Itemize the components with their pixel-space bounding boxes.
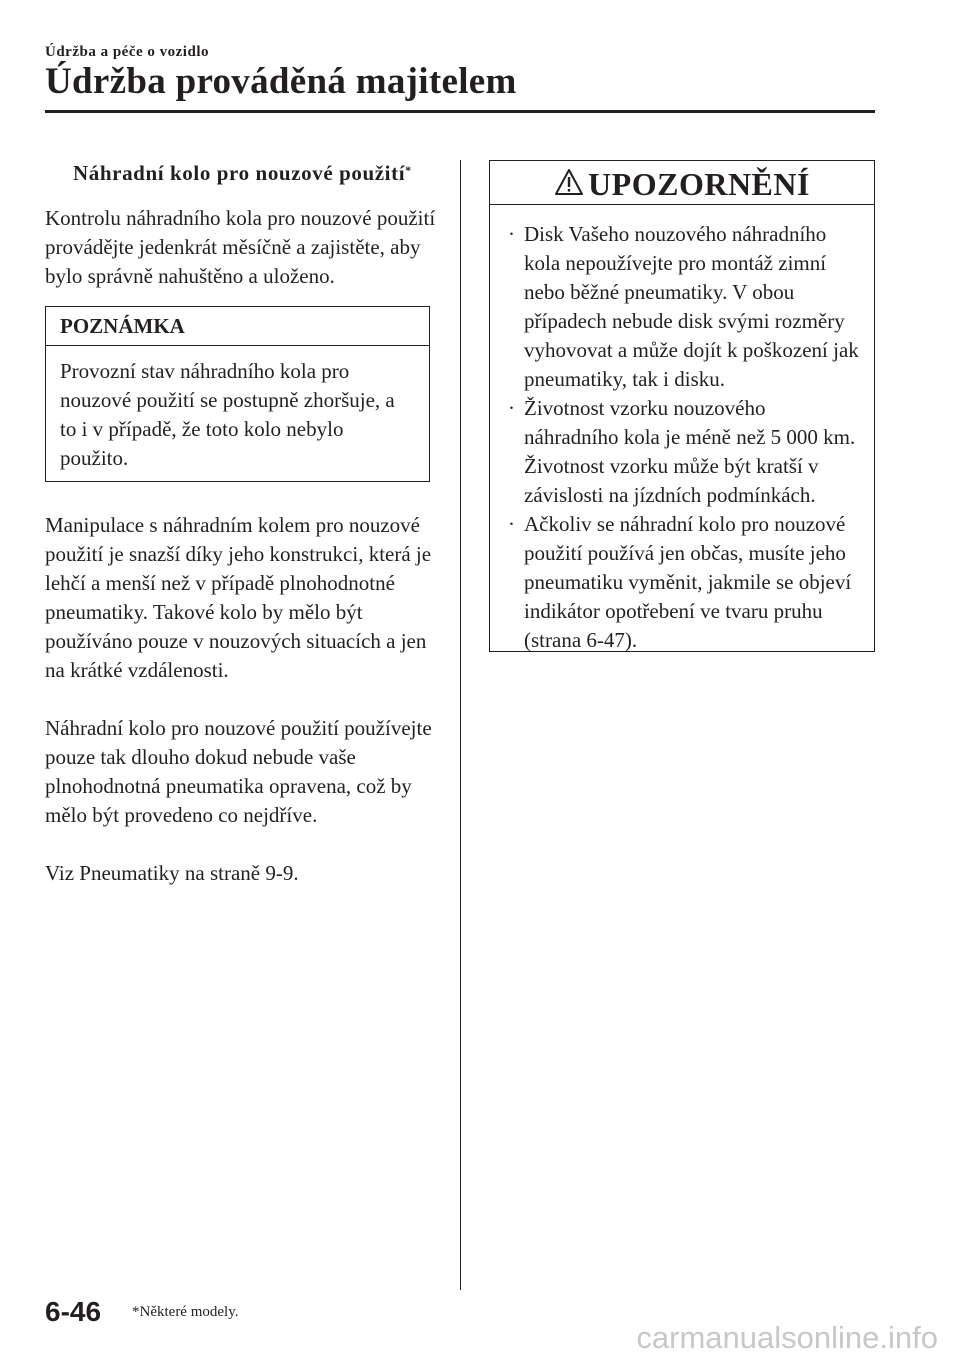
bullet: · [508,512,515,536]
caution-item [508,220,860,394]
bullet: · [508,222,515,246]
page-number: 6-46 [45,1296,102,1327]
body-paragraph: Náhradní kolo pro nouzové použití používejte pouze tak dlouho dokud nebude vaše plnohodnotná pneumatika opravena, což by mělo být provedeno co nejdříve. [45,716,432,827]
title-rule [45,110,875,113]
watermark: carmanualsonline.info [636,1320,938,1355]
caution-title: UPOZORNĚNÍ [588,165,810,202]
bullet: · [508,396,515,420]
body-paragraph: Manipulace s náhradním kolem pro nouzové použití je snazší díky jeho konstrukci, která je lehčí a menší než v případě plnohodnotné pneumatiky. Takové kolo by mělo být používáno pouze v nouzových situacích a jen na krátké vzdálenosti. [45,513,432,682]
caution-box [489,160,875,652]
running-head: Údržba a péče o vozidlo [45,44,209,60]
warning-triangle-icon [554,168,584,201]
left-column [45,158,440,917]
chapter-title: Údržba prováděná majitelem [45,61,517,102]
section-heading [73,158,440,188]
caution-item [508,394,860,510]
column-divider [460,160,461,1290]
footnote: *Některé modely. [132,1304,239,1320]
caution-list [490,205,874,655]
caution-header [490,161,874,205]
footnote-marker: * [405,163,412,177]
section-heading-text: Náhradní kolo pro nouzové použití [73,161,406,185]
caution-item-text: Ačkoliv se náhradní kolo pro nouzové použití používá jen občas, musíte jeho pneumatiku vyměnit, jakmile se objeví indikátor opotřebení ve tvaru pruhu (strana 6-47). [524,512,852,652]
note-text: Provozní stav náhradního kola pro nouzové použití se postupně zhoršuje, a to i v případě, že toto kolo nebylo použito. [60,359,395,470]
caution-item-text: Životnost vzorku nouzového náhradního kola je méně než 5 000 km. Životnost vzorku může být kratší v závislosti na jízdních podmínkách. [524,396,856,507]
note-label: POZNÁMKA [46,307,429,346]
intro-paragraph: Kontrolu náhradního kola pro nouzové použití provádějte jedenkrát měsíčně a zajistěte, aby bylo správně nahuštěno a uloženo. [45,206,436,288]
caution-item-text: Disk Vašeho nouzového náhradního kola nepoužívejte pro montáž zimní nebo běžné pneumatiky. V obou případech nebude disk svými rozměry vyhovovat a může dojít k poškození jak pneumatiky, tak i disku. [524,222,859,391]
caution-item [508,510,860,655]
cross-reference: Viz Pneumatiky na straně 9-9. [45,861,299,885]
note-box [45,306,430,482]
